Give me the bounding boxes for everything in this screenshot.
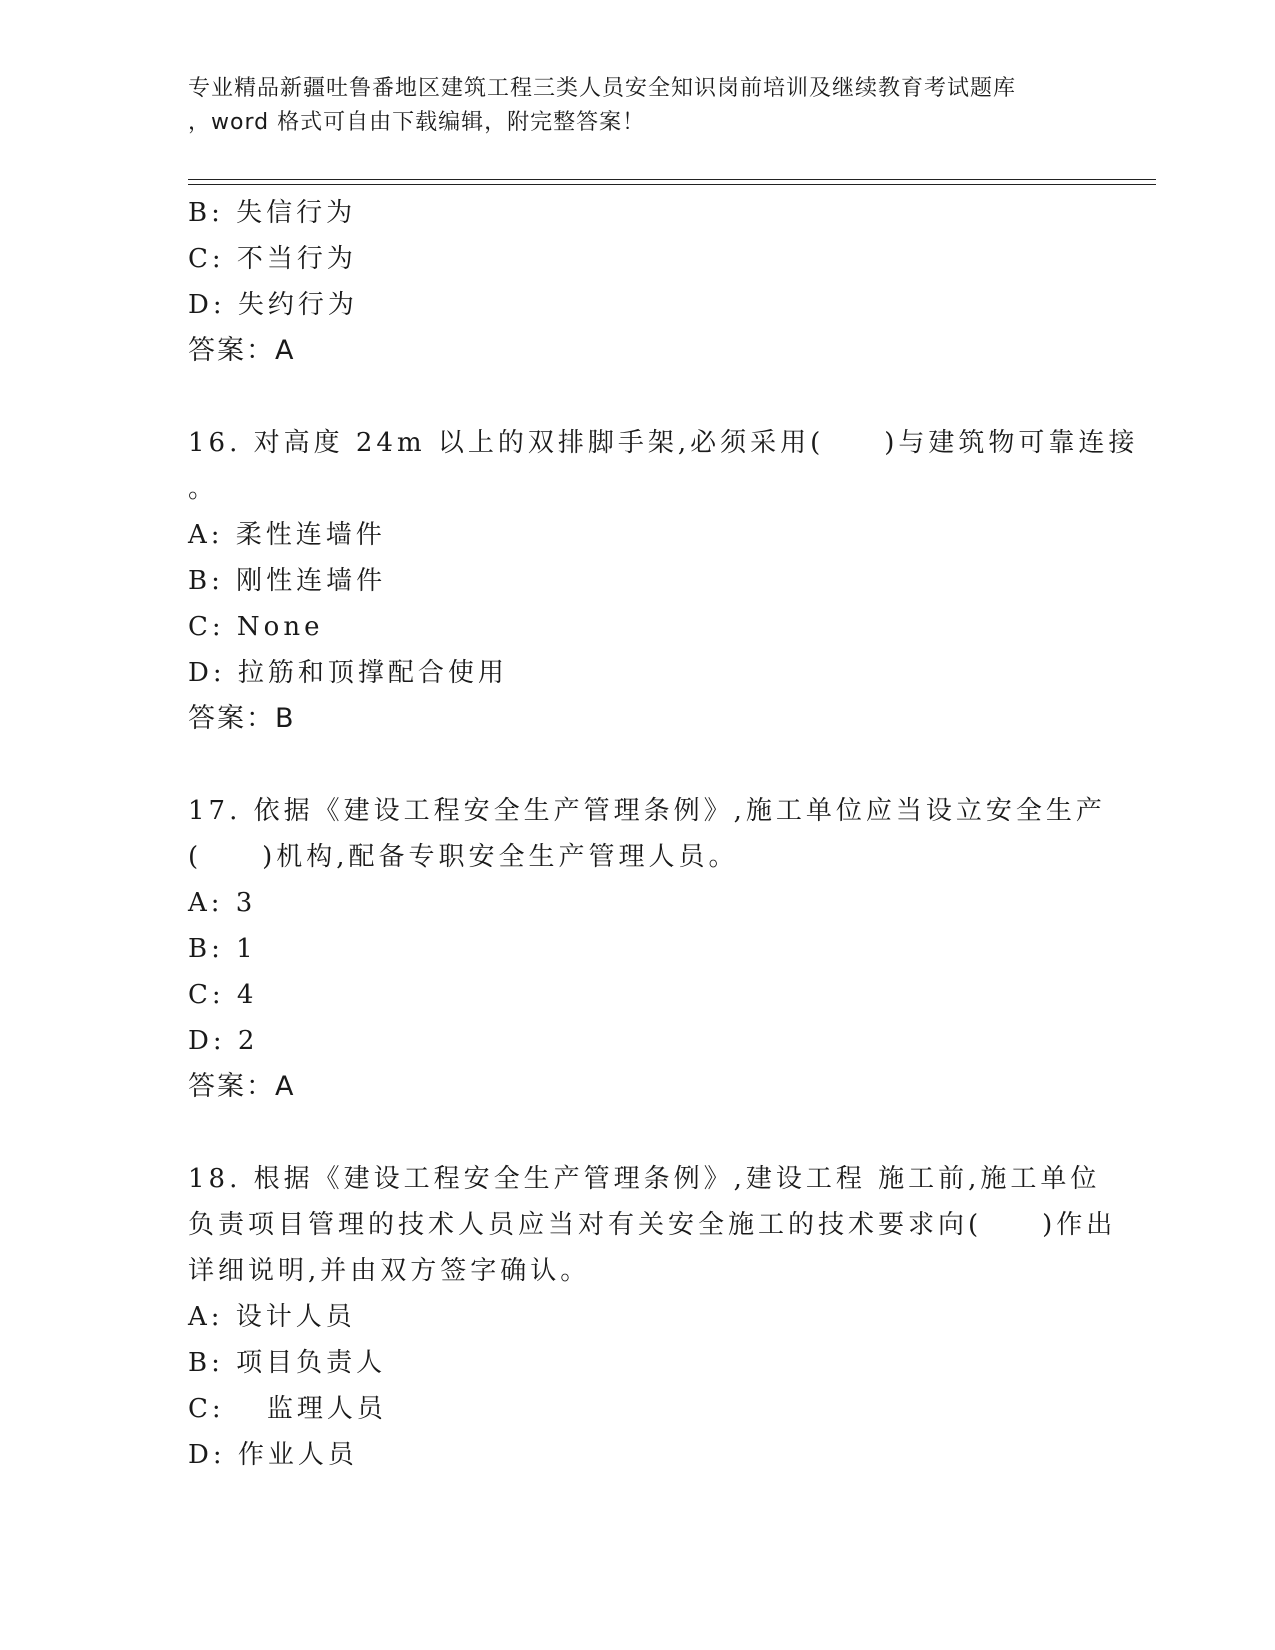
- option-d: D: 作业人员: [188, 1440, 358, 1470]
- question-text-line: 详细说明,并由双方签字确认。: [188, 1256, 591, 1286]
- option-b: B: 1: [188, 934, 257, 964]
- option-a: A: 3: [188, 888, 257, 918]
- option-b: B: 失信行为: [188, 198, 357, 228]
- header-divider-bottom: [188, 184, 1156, 185]
- answer-line: 答案：A: [188, 1071, 296, 1102]
- header-title-line-1: 专业精品新疆吐鲁番地区建筑工程三类人员安全知识岗前培训及继续教育考试题库: [188, 76, 1017, 101]
- option-d: D: 拉筋和顶撑配合使用: [188, 658, 508, 688]
- spacer: [188, 1110, 1088, 1156]
- question-16: [188, 420, 1139, 742]
- question-text-line: ( )机构,配备专职安全生产管理人员。: [188, 842, 739, 872]
- answer-line: 答案：A: [188, 335, 296, 366]
- question-body: [188, 190, 1139, 1478]
- question-18: [188, 1156, 1117, 1478]
- option-b: B: 刚性连墙件: [188, 566, 387, 596]
- option-c: C: 4: [188, 980, 258, 1010]
- option-a: A: 设计人员: [188, 1302, 356, 1332]
- question-text-line: 16. 对高度 24m 以上的双排脚手架,必须采用( )与建筑物可靠连接: [188, 428, 1139, 458]
- option-b: B: 项目负责人: [188, 1348, 387, 1378]
- question-text-line: 18. 根据《建设工程安全生产管理条例》,建设工程 施工前,施工单位: [188, 1164, 1101, 1194]
- question-15-tail: [188, 190, 1088, 374]
- document-header: [188, 72, 1088, 140]
- question-text-line: 。: [188, 474, 219, 504]
- question-text-line: 负责项目管理的技术人员应当对有关安全施工的技术要求向( )作出: [188, 1210, 1117, 1240]
- question-17: [188, 788, 1106, 1110]
- header-divider-top: [188, 179, 1156, 180]
- question-text-line: 17. 依据《建设工程安全生产管理条例》,施工单位应当设立安全生产: [188, 796, 1106, 826]
- option-c: C: 不当行为: [188, 244, 357, 274]
- option-d: D: 2: [188, 1026, 259, 1056]
- spacer: [188, 374, 1088, 420]
- option-a: A: 柔性连墙件: [188, 520, 386, 550]
- option-c: C: 监理人员: [188, 1394, 387, 1424]
- option-d: D: 失约行为: [188, 290, 358, 320]
- spacer: [188, 742, 1088, 788]
- answer-line: 答案：B: [188, 703, 296, 734]
- header-title-line-2: ，word 格式可自由下载编辑，附完整答案！: [188, 110, 646, 135]
- option-c: C: None: [188, 612, 324, 642]
